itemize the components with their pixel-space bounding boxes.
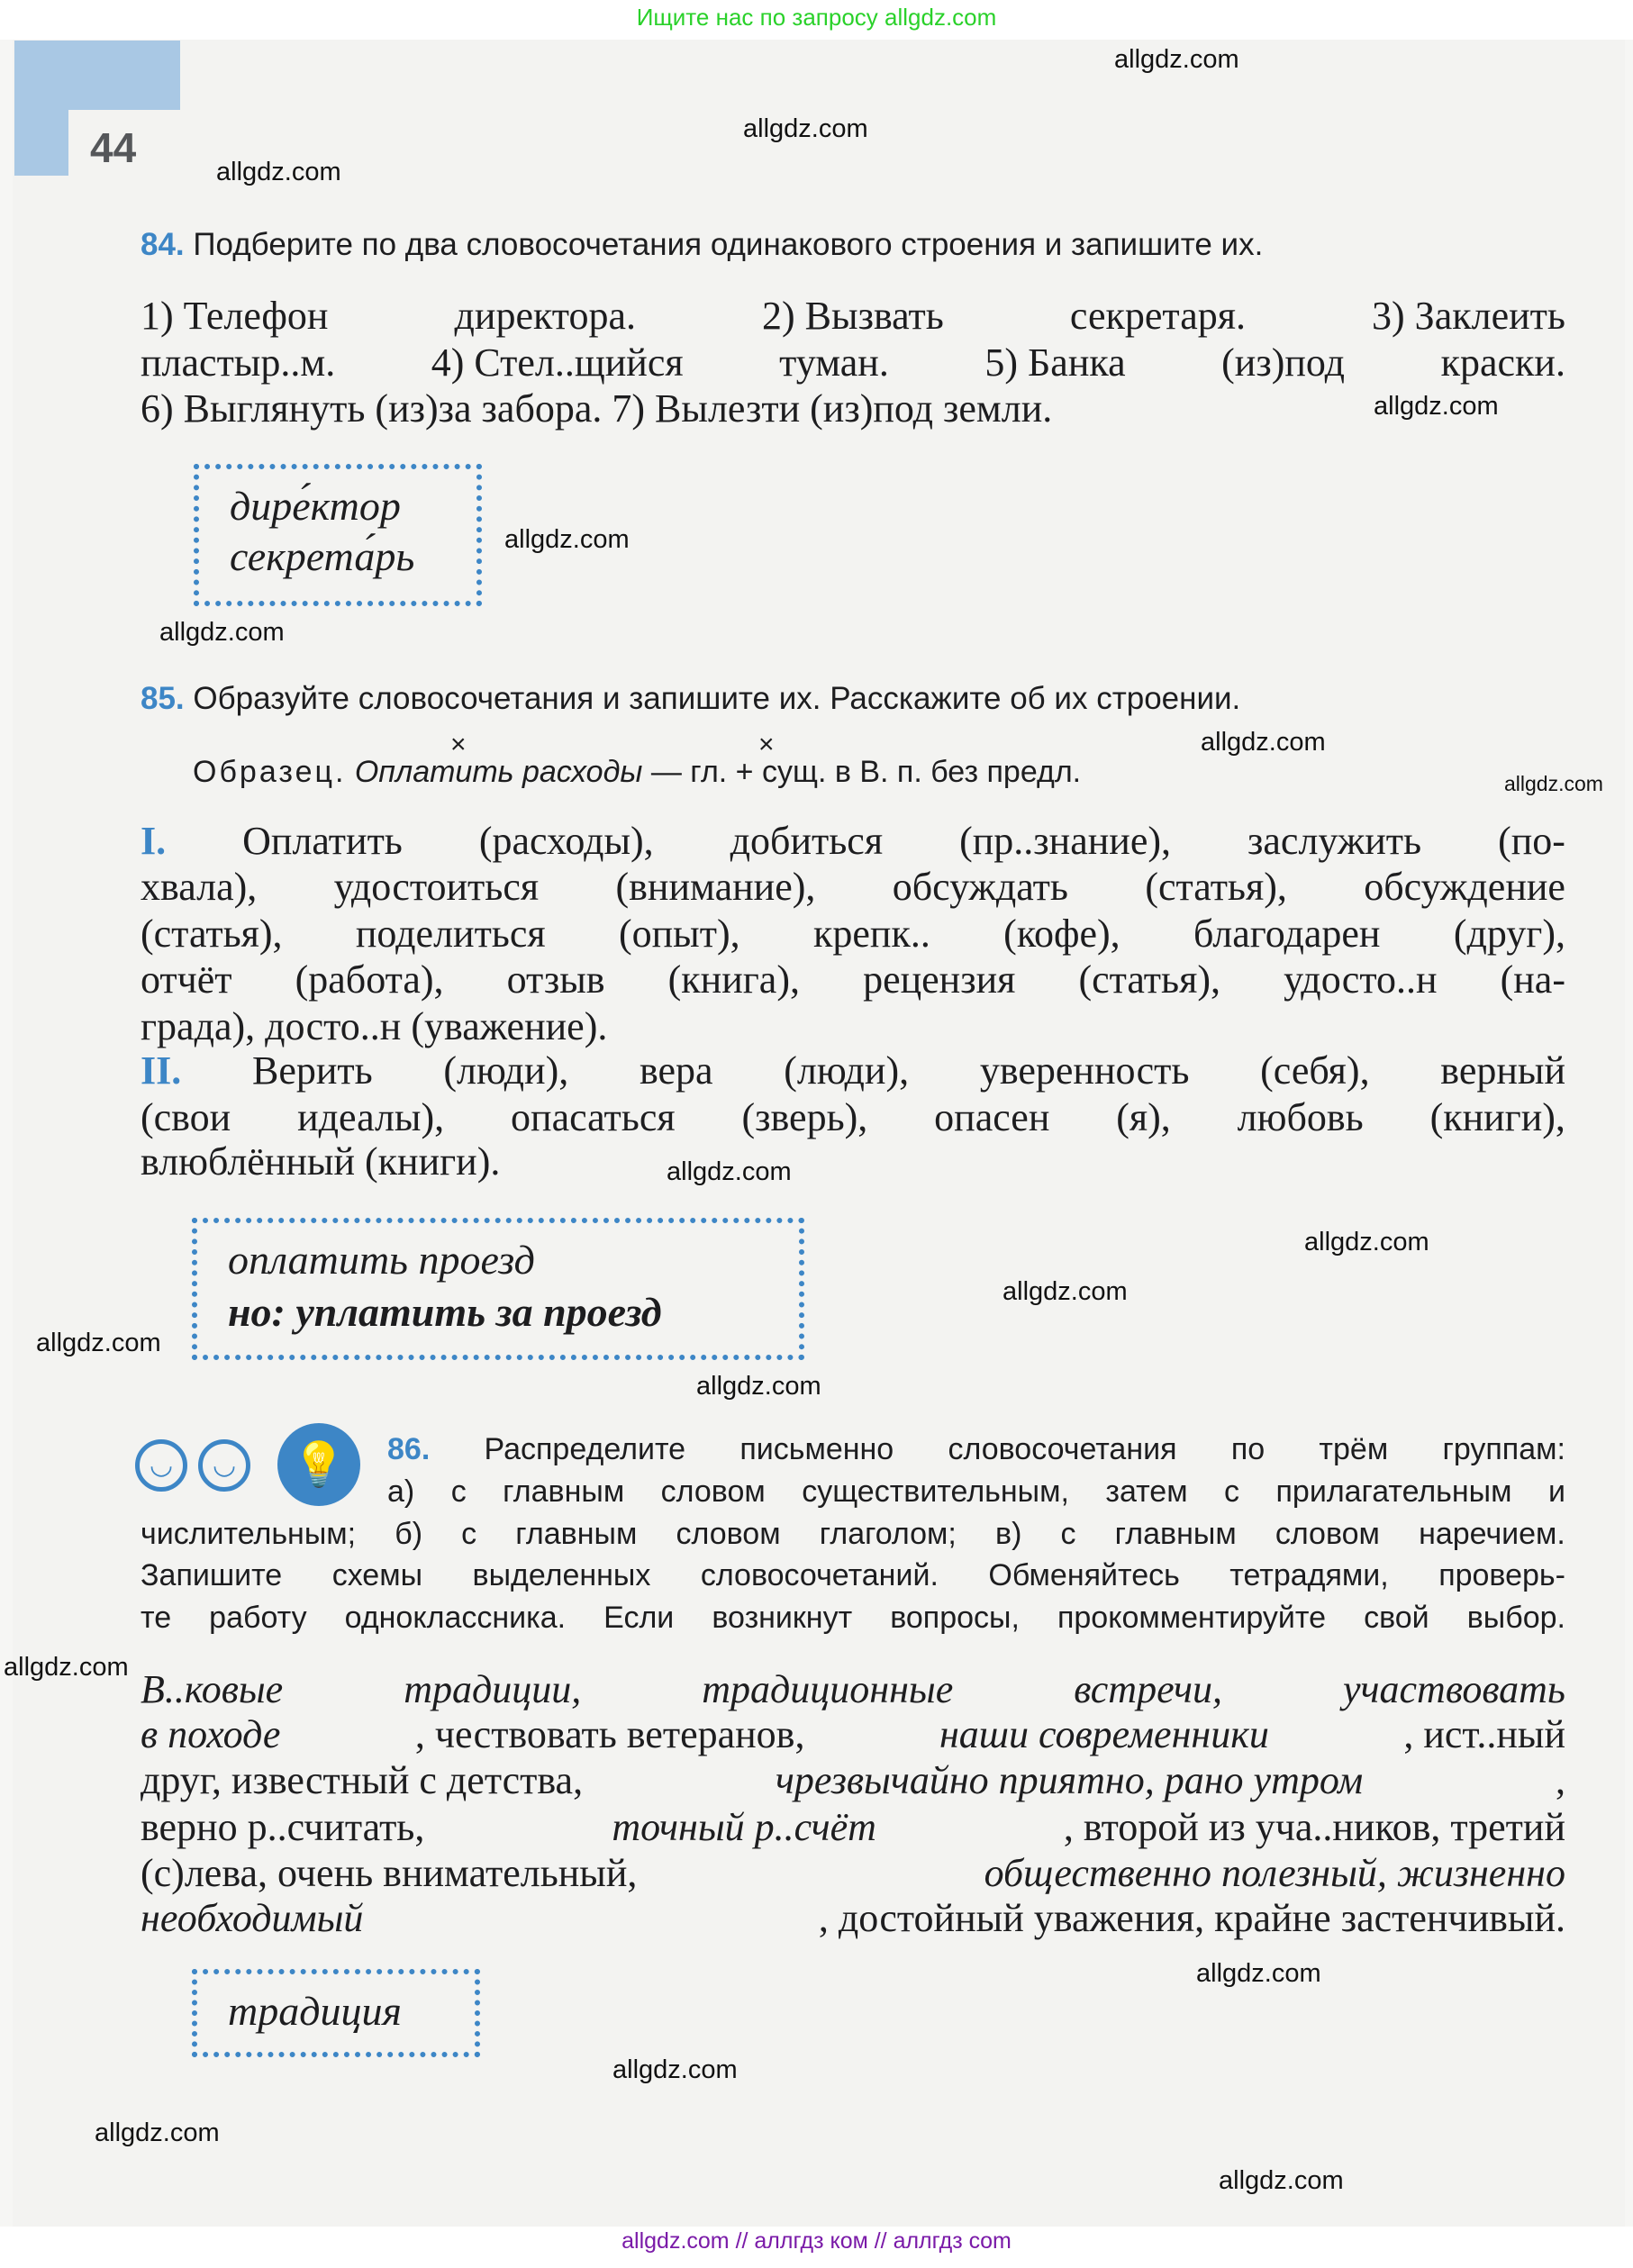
smiley-icon: ◡ [135,1439,187,1492]
text-segment: вера [639,1048,713,1093]
cross-mark: × [450,730,467,759]
watermark: allgdz.com [36,1329,161,1357]
text-segment: краски. [1440,340,1565,385]
highlighted-phrase: В..ковые [141,1667,284,1711]
text-segment: (на- [1500,957,1565,1002]
text-segment: 1) Телефон [141,294,329,338]
text-segment: опасен [934,1095,1050,1139]
text-segment: 5) Банка [984,340,1126,385]
text-line [141,1139,1565,1184]
section-label: II. [141,1048,182,1093]
text-segment: 4) Стел..щийся [431,340,684,385]
sample-scheme: — гл. + сущ. в В. п. без предл. [642,755,1082,789]
text-segment: словом [1275,1517,1380,1551]
text-segment: отчёт [141,957,232,1002]
text-segment: б) [395,1517,423,1551]
text-segment: выделенных [472,1558,651,1592]
text-segment: с [450,1474,467,1509]
text-segment: затем [1105,1474,1188,1509]
vocab-word: традиция [228,1988,402,2034]
watermark: allgdz.com [504,525,630,554]
highlighted-phrase: чрезвычайно приятно, рано утром [775,1758,1364,1802]
text-segment: свой [1364,1601,1429,1635]
text-segment: идеалы), [297,1095,445,1139]
sample-phrase: Оплатить расходы [354,755,643,789]
text-segment: (пр..знание), [959,819,1171,863]
text-line [141,1804,1565,1850]
cross-mark: × [758,730,775,759]
text-segment: (я), [1116,1095,1171,1139]
watermark: allgdz.com [1304,1228,1429,1256]
highlighted-phrase: участвовать [1343,1667,1565,1711]
text-line [141,1048,1565,1093]
text-segment: поделиться [355,912,546,956]
text-segment: (с)лева, очень внимательный, [141,1851,638,1895]
watermark: allgdz.com [95,2118,220,2147]
text-segment: группам: [1442,1432,1565,1466]
text-segment: (из)под [1221,340,1346,385]
text-segment: опасаться [511,1095,676,1139]
vocab-box-86 [192,1969,480,2057]
vocab-word: но: уплатить за проезд [228,1289,662,1335]
text-segment: схемы [331,1558,423,1592]
text-line [141,1601,1565,1636]
text-segment: 3) Заклеить [1372,294,1565,338]
text-segment: (работа), [295,957,444,1002]
text-segment: (зверь), [741,1095,868,1139]
text-segment: Если [603,1601,675,1635]
text-segment: директора. [454,294,636,338]
vocab-word: секрета́рь [230,533,415,579]
watermark: allgdz.com [1374,392,1499,421]
section-label: I. [141,819,167,863]
text-segment: 6) Выглянуть (из)за забора. 7) Вылезти (из)под земли. [141,386,1053,431]
page-number: 44 [90,124,137,171]
highlighted-phrase: общественно полезный, жизненно [984,1851,1565,1895]
page-corner-tab-side [14,41,68,176]
text-segment: 2) Вызвать [762,294,944,338]
text-segment: (статья), [141,912,283,956]
text-segment: , чествовать ветеранов, [414,1712,805,1756]
lightbulb-icon: 💡 [277,1423,360,1506]
text-line [141,1094,1565,1140]
text-segment: и [1547,1474,1565,1509]
text-line [141,1850,1565,1896]
text-segment: Обменяйтесь [988,1558,1180,1592]
text-segment: в) [995,1517,1022,1551]
text-line [141,911,1565,957]
text-segment: верный [1440,1048,1565,1093]
text-line [387,1474,1565,1510]
task-icons [135,1423,369,1506]
text-segment: хвала), [141,865,258,909]
text-segment: письменно [739,1432,894,1466]
text-segment: туман. [779,340,889,385]
text-line [141,1666,1565,1712]
footer-links[interactable]: allgdz.com // аллгдз ком // аллгдз com [621,2228,1012,2254]
text-segment: пластыр..м. [141,340,336,385]
text-segment: проверь- [1438,1558,1565,1592]
text-segment: (статья), [1145,865,1287,909]
text-segment: (свои [141,1095,231,1139]
text-segment: Распределите [484,1432,686,1466]
text-segment: числительным; [141,1517,357,1551]
text-segment: словосочетаний. [700,1558,939,1592]
watermark: allgdz.com [1219,2166,1344,2195]
text-segment: те [141,1601,172,1635]
text-line [141,1003,1565,1049]
text-segment: трём [1319,1432,1389,1466]
text-segment: выбор. [1466,1601,1565,1635]
text-segment: уверенность [979,1048,1190,1093]
text-segment: словом [676,1517,781,1551]
text-segment: удостоиться [333,865,540,909]
text-segment: с [461,1517,477,1551]
watermark: allgdz.com [1002,1277,1128,1306]
text-line [141,1517,1565,1552]
text-segment: обсуждать [892,865,1068,909]
text-segment: (себя), [1260,1048,1370,1093]
highlighted-phrase: наши современники [939,1712,1269,1756]
text-segment: (кофе), [1003,912,1120,956]
text-segment: словом [660,1474,766,1509]
text-segment: (люди), [443,1048,569,1093]
vocab-box-85 [192,1218,804,1360]
text-segment: с [1224,1474,1240,1509]
text-line [141,1895,1565,1941]
watermark: allgdz.com [696,1372,821,1401]
text-line [141,1711,1565,1757]
text-segment: (книги), [1429,1095,1565,1139]
highlighted-phrase: в походе [141,1712,281,1756]
text-segment: работу [209,1601,307,1635]
text-line [387,1432,1565,1467]
task-number: 84. [141,227,185,262]
text-segment: прилагательным [1275,1474,1512,1509]
highlighted-phrase: необходимый [141,1896,364,1940]
highlighted-phrase: встречи, [1074,1667,1223,1711]
text-line [141,957,1565,1002]
smiley-icon: ◡ [198,1439,250,1492]
watermark: allgdz.com [1196,1959,1321,1988]
text-segment: тетрадями, [1229,1558,1389,1592]
text-segment: (статья), [1078,957,1220,1002]
text-segment: града), досто..н (уважение). [141,1004,608,1048]
task-number: 85. [141,681,185,716]
vocab-box-84 [194,464,482,606]
text-segment: верно р..считать, [141,1805,425,1849]
text-segment: существительным, [802,1474,1069,1509]
section-label: 86. [387,1432,431,1466]
vocab-word: оплатить проезд [228,1237,535,1283]
text-segment: секретаря. [1069,294,1246,338]
text-segment: заслужить [1247,819,1422,863]
instruction-text: Подберите по два словосочетания одинакового строения и запишите их. [193,227,1264,262]
text-segment: наречием. [1419,1517,1565,1551]
text-segment: влюблённый (книги). [141,1139,501,1184]
text-line [141,1757,1565,1803]
text-segment: отзыв [506,957,605,1002]
instruction-text: Образуйте словосочетания и запишите их. Расскажите об их строении. [193,681,1241,716]
highlighted-phrase: точный р..счёт [612,1805,876,1849]
text-line [141,818,1565,864]
text-segment: любовь [1237,1095,1364,1139]
text-segment: вопросы, [890,1601,1020,1635]
text-segment: рецензия [863,957,1016,1002]
watermark: allgdz.com [4,1653,129,1682]
text-segment: , [1556,1758,1565,1802]
text-segment: Верить [251,1048,373,1093]
vocab-word: дире́ктор [230,483,401,529]
text-line [141,386,1565,431]
text-segment: одноклассника. [344,1601,567,1635]
text-segment: (опыт), [618,912,740,956]
text-segment: (расходы), [478,819,654,863]
text-segment: , второй из уча..ников, третий [1063,1805,1565,1849]
text-segment: главным [503,1474,625,1509]
watermark: allgdz.com [1114,45,1239,74]
text-segment: главным [1114,1517,1237,1551]
promo-text[interactable]: Ищите нас по запросу allgdz.com [636,4,997,31]
text-segment: возникнут [712,1601,853,1635]
watermark: allgdz.com [1504,772,1603,795]
text-segment: прокомментируйте [1057,1601,1326,1635]
text-segment: Оплатить [242,819,403,863]
text-segment: (книга), [667,957,800,1002]
task-84-instruction [141,227,1565,263]
text-line [141,1558,1565,1593]
text-segment: по [1230,1432,1266,1466]
highlighted-phrase: традиции, [404,1667,582,1711]
text-segment: (по- [1498,819,1565,863]
text-segment: (внимание), [615,865,816,909]
text-segment: благодарен [1193,912,1381,956]
text-segment: (друг), [1453,912,1565,956]
text-segment: друг, известный с детства, [141,1758,584,1802]
text-segment: добиться [730,819,884,863]
text-segment: с [1060,1517,1076,1551]
watermark: allgdz.com [612,2055,738,2084]
text-segment: крепк.. [812,912,930,956]
text-segment: Запишите [141,1558,283,1592]
text-segment: главным [515,1517,638,1551]
text-line [141,293,1565,339]
sample [193,755,1081,790]
text-segment: удосто..н [1284,957,1438,1002]
text-line [141,864,1565,910]
text-segment: глаголом; [819,1517,957,1551]
text-segment: , достойный уважения, крайне застенчивый. [818,1896,1565,1940]
watermark: allgdz.com [667,1157,792,1186]
text-segment: словосочетания [948,1432,1177,1466]
watermark: allgdz.com [159,618,285,647]
text-line [141,340,1565,386]
task-85-instruction [141,681,1565,717]
highlighted-phrase: традиционные [702,1667,954,1711]
watermark: allgdz.com [216,158,341,186]
text-segment: (люди), [784,1048,910,1093]
text-segment: , ист..ный [1403,1712,1565,1756]
text-segment: а) [387,1474,415,1509]
sample-label: Образец. [193,755,347,789]
watermark: allgdz.com [743,114,868,143]
text-segment: обсуждение [1364,865,1565,909]
watermark: allgdz.com [1201,728,1326,757]
